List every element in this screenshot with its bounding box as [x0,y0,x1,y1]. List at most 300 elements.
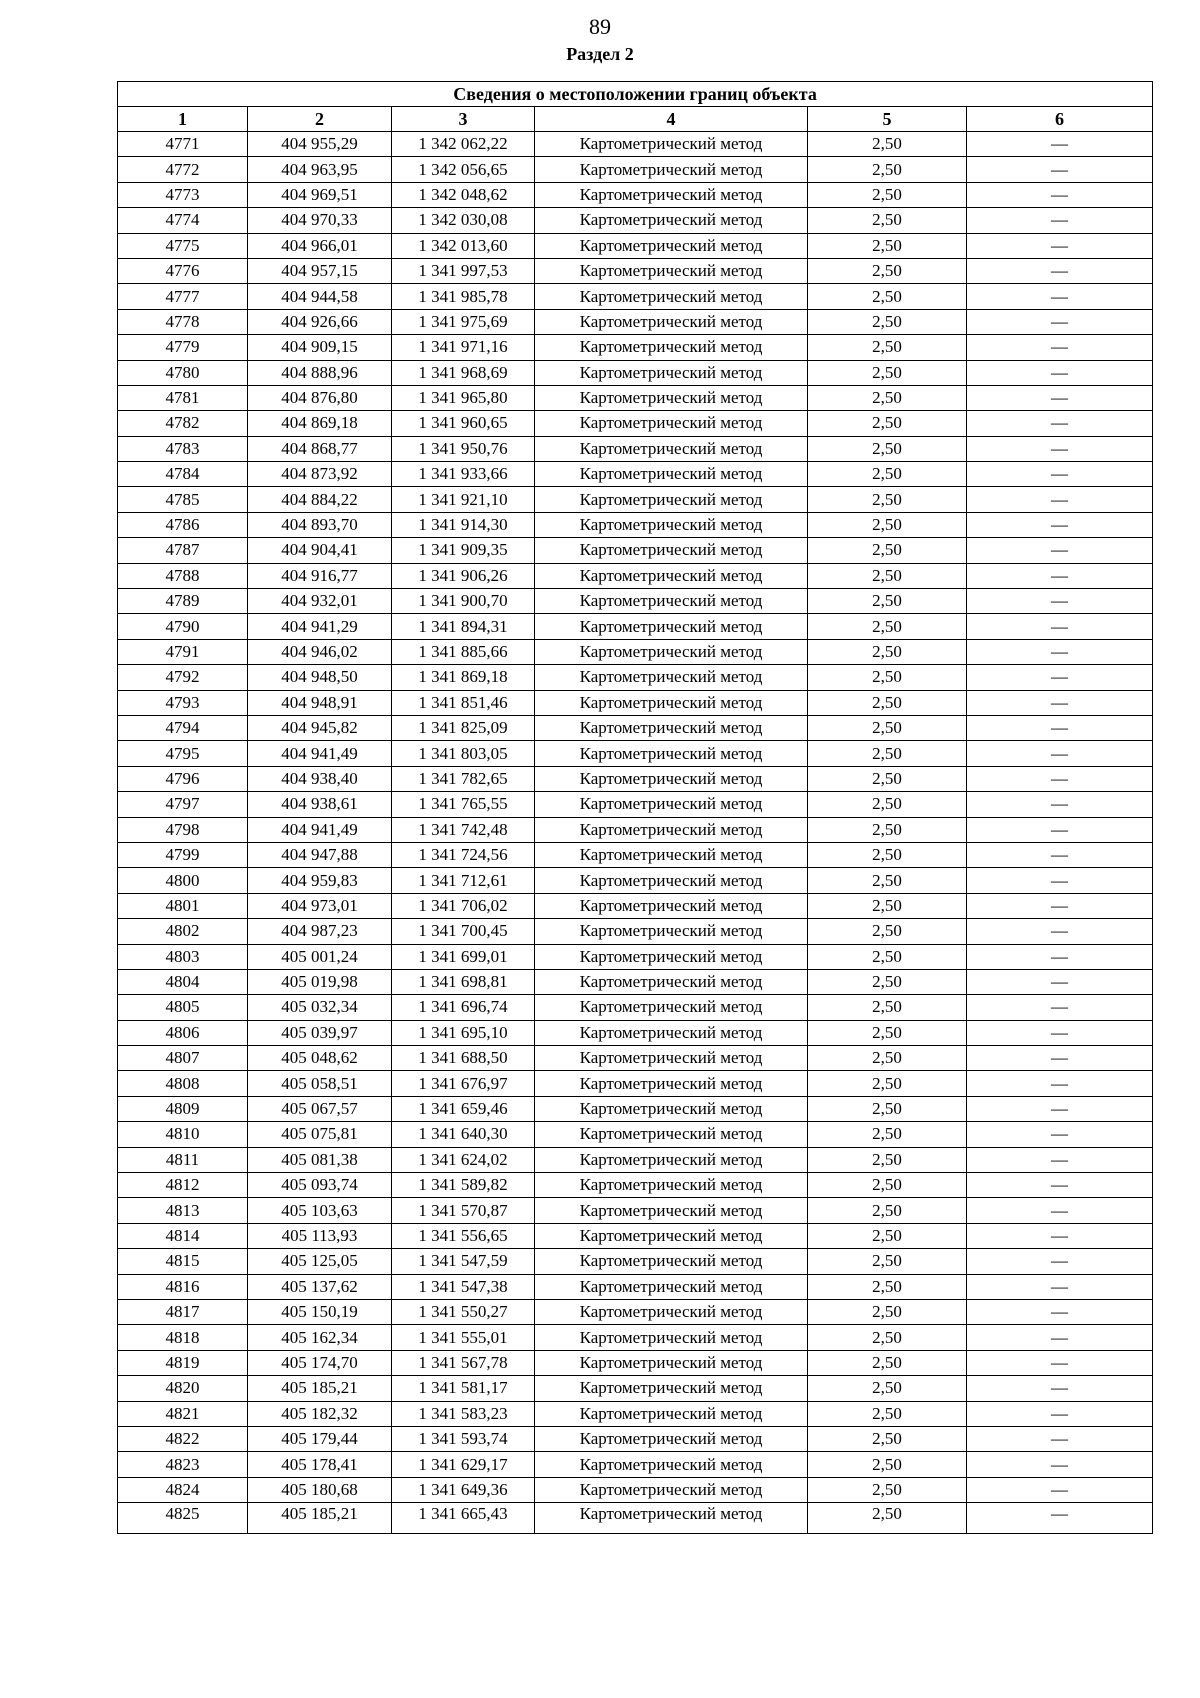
point-number-cell: 4789 [118,589,248,614]
method-cell: Картометрический метод [535,868,808,893]
accuracy-cell: 2,50 [808,132,967,157]
x-coordinate-cell: 404 932,01 [248,589,392,614]
x-coordinate-cell: 405 001,24 [248,944,392,969]
y-coordinate-cell: 1 341 894,31 [392,614,535,639]
x-coordinate-cell: 404 938,61 [248,792,392,817]
x-coordinate-cell: 405 103,63 [248,1198,392,1223]
accuracy-cell: 2,50 [808,665,967,690]
x-coordinate-cell: 404 909,15 [248,335,392,360]
table-row [118,462,1153,487]
method-cell: Картометрический метод [535,487,808,512]
accuracy-cell: 2,50 [808,1376,967,1401]
note-cell: — [967,766,1153,791]
table-row [118,563,1153,588]
table-row [118,969,1153,994]
y-coordinate-cell: 1 341 975,69 [392,309,535,334]
accuracy-cell: 2,50 [808,182,967,207]
page-number: 89 [589,14,611,39]
x-coordinate-cell: 404 945,82 [248,715,392,740]
method-cell: Картометрический метод [535,1350,808,1375]
y-coordinate-cell: 1 341 555,01 [392,1325,535,1350]
method-cell: Картометрический метод [535,665,808,690]
note-cell: — [967,309,1153,334]
accuracy-cell: 2,50 [808,1477,967,1502]
point-number-cell: 4774 [118,208,248,233]
point-number-cell: 4821 [118,1401,248,1426]
note-cell: — [967,182,1153,207]
accuracy-cell: 2,50 [808,817,967,842]
method-cell: Картометрический метод [535,335,808,360]
x-coordinate-cell: 405 058,51 [248,1071,392,1096]
method-cell: Картометрический метод [535,614,808,639]
y-coordinate-cell: 1 341 909,35 [392,538,535,563]
accuracy-cell: 2,50 [808,741,967,766]
y-coordinate-cell: 1 341 921,10 [392,487,535,512]
accuracy-cell: 2,50 [808,385,967,410]
table-row [118,233,1153,258]
table-row [118,1350,1153,1375]
note-cell: — [967,1046,1153,1071]
point-number-cell: 4800 [118,868,248,893]
accuracy-cell: 2,50 [808,919,967,944]
method-cell: Картометрический метод [535,741,808,766]
accuracy-cell: 2,50 [808,1401,967,1426]
point-number-cell: 4795 [118,741,248,766]
y-coordinate-cell: 1 341 581,17 [392,1376,535,1401]
accuracy-cell: 2,50 [808,969,967,994]
table-row [118,411,1153,436]
x-coordinate-cell: 404 941,29 [248,614,392,639]
table-row [118,1147,1153,1172]
x-coordinate-cell: 404 941,49 [248,741,392,766]
y-coordinate-cell: 1 342 062,22 [392,132,535,157]
point-number-cell: 4794 [118,715,248,740]
point-number-cell: 4779 [118,335,248,360]
y-coordinate-cell: 1 342 013,60 [392,233,535,258]
x-coordinate-cell: 404 926,66 [248,309,392,334]
point-number-cell: 4771 [118,132,248,157]
point-number-cell: 4785 [118,487,248,512]
table-row [118,1249,1153,1274]
table-row [118,614,1153,639]
table-row [118,335,1153,360]
point-number-cell: 4813 [118,1198,248,1223]
method-cell: Картометрический метод [535,792,808,817]
y-coordinate-cell: 1 341 965,80 [392,385,535,410]
x-coordinate-cell: 405 178,41 [248,1452,392,1477]
y-coordinate-cell: 1 341 900,70 [392,589,535,614]
method-cell: Картометрический метод [535,639,808,664]
point-number-cell: 4819 [118,1350,248,1375]
accuracy-cell: 2,50 [808,157,967,182]
table-row [118,868,1153,893]
method-cell: Картометрический метод [535,969,808,994]
table-row [118,208,1153,233]
y-coordinate-cell: 1 341 556,65 [392,1223,535,1248]
y-coordinate-cell: 1 341 851,46 [392,690,535,715]
point-number-cell: 4782 [118,411,248,436]
x-coordinate-cell: 404 941,49 [248,817,392,842]
method-cell: Картометрический метод [535,1299,808,1324]
x-coordinate-cell: 404 904,41 [248,538,392,563]
note-cell: — [967,1173,1153,1198]
method-cell: Картометрический метод [535,385,808,410]
method-cell: Картометрический метод [535,817,808,842]
section-title: Раздел 2 [566,44,634,64]
accuracy-cell: 2,50 [808,1299,967,1324]
accuracy-cell: 2,50 [808,1223,967,1248]
table-row [118,284,1153,309]
table-row [118,512,1153,537]
x-coordinate-cell: 405 081,38 [248,1147,392,1172]
x-coordinate-cell: 405 048,62 [248,1046,392,1071]
table-row [118,944,1153,969]
y-coordinate-cell: 1 341 906,26 [392,563,535,588]
note-cell: — [967,1249,1153,1274]
accuracy-cell: 2,50 [808,309,967,334]
table-row [118,1299,1153,1324]
method-cell: Картометрический метод [535,411,808,436]
point-number-cell: 4783 [118,436,248,461]
point-number-cell: 4804 [118,969,248,994]
point-number-cell: 4809 [118,1096,248,1121]
point-number-cell: 4793 [118,690,248,715]
y-coordinate-cell: 1 341 624,02 [392,1147,535,1172]
method-cell: Картометрический метод [535,842,808,867]
table-row [118,1477,1153,1502]
point-number-cell: 4815 [118,1249,248,1274]
accuracy-cell: 2,50 [808,258,967,283]
table-row [118,1096,1153,1121]
note-cell: — [967,1020,1153,1045]
accuracy-cell: 2,50 [808,1325,967,1350]
y-coordinate-cell: 1 341 803,05 [392,741,535,766]
table-row [118,258,1153,283]
method-cell: Картометрический метод [535,233,808,258]
x-coordinate-cell: 405 019,98 [248,969,392,994]
note-cell: — [967,868,1153,893]
accuracy-cell: 2,50 [808,1147,967,1172]
point-number-cell: 4788 [118,563,248,588]
point-number-cell: 4790 [118,614,248,639]
y-coordinate-cell: 1 341 547,38 [392,1274,535,1299]
x-coordinate-cell: 405 182,32 [248,1401,392,1426]
accuracy-cell: 2,50 [808,411,967,436]
note-cell: — [967,817,1153,842]
note-cell: — [967,1477,1153,1502]
y-coordinate-cell: 1 341 550,27 [392,1299,535,1324]
note-cell: — [967,512,1153,537]
x-coordinate-cell: 405 162,34 [248,1325,392,1350]
method-cell: Картометрический метод [535,690,808,715]
accuracy-cell: 2,50 [808,792,967,817]
y-coordinate-cell: 1 341 914,30 [392,512,535,537]
accuracy-cell: 2,50 [808,1122,967,1147]
y-coordinate-cell: 1 341 724,56 [392,842,535,867]
table-row [118,919,1153,944]
point-number-cell: 4823 [118,1452,248,1477]
accuracy-cell: 2,50 [808,715,967,740]
x-coordinate-cell: 404 869,18 [248,411,392,436]
table-row [118,436,1153,461]
note-cell: — [967,919,1153,944]
accuracy-cell: 2,50 [808,842,967,867]
point-number-cell: 4803 [118,944,248,969]
x-coordinate-cell: 404 888,96 [248,360,392,385]
point-number-cell: 4777 [118,284,248,309]
column-header-2: 2 [248,107,392,132]
boundary-table [117,81,1153,1534]
accuracy-cell: 2,50 [808,538,967,563]
note-cell: — [967,462,1153,487]
point-number-cell: 4808 [118,1071,248,1096]
table-row [118,1426,1153,1451]
y-coordinate-cell: 1 341 567,78 [392,1350,535,1375]
note-cell: — [967,792,1153,817]
table-row [118,817,1153,842]
y-coordinate-cell: 1 341 742,48 [392,817,535,842]
point-number-cell: 4805 [118,995,248,1020]
x-coordinate-cell: 404 973,01 [248,893,392,918]
accuracy-cell: 2,50 [808,284,967,309]
y-coordinate-cell: 1 341 676,97 [392,1071,535,1096]
x-coordinate-cell: 405 125,05 [248,1249,392,1274]
method-cell: Картометрический метод [535,589,808,614]
point-number-cell: 4817 [118,1299,248,1324]
method-cell: Картометрический метод [535,208,808,233]
method-cell: Картометрический метод [535,1071,808,1096]
point-number-cell: 4773 [118,182,248,207]
y-coordinate-cell: 1 342 056,65 [392,157,535,182]
method-cell: Картометрический метод [535,284,808,309]
table-row [118,1071,1153,1096]
x-coordinate-cell: 405 039,97 [248,1020,392,1045]
method-cell: Картометрический метод [535,563,808,588]
note-cell: — [967,1299,1153,1324]
y-coordinate-cell: 1 341 629,17 [392,1452,535,1477]
x-coordinate-cell: 404 959,83 [248,868,392,893]
table-row [118,690,1153,715]
header-row [118,107,1153,132]
y-coordinate-cell: 1 341 570,87 [392,1198,535,1223]
note-cell: — [967,1452,1153,1477]
table-row [118,1020,1153,1045]
accuracy-cell: 2,50 [808,1198,967,1223]
method-cell: Картометрический метод [535,1503,808,1534]
method-cell: Картометрический метод [535,1477,808,1502]
y-coordinate-cell: 1 341 950,76 [392,436,535,461]
x-coordinate-cell: 405 185,21 [248,1376,392,1401]
method-cell: Картометрический метод [535,182,808,207]
table-row [118,766,1153,791]
accuracy-cell: 2,50 [808,690,967,715]
y-coordinate-cell: 1 341 698,81 [392,969,535,994]
method-cell: Картометрический метод [535,1122,808,1147]
point-number-cell: 4806 [118,1020,248,1045]
note-cell: — [967,1198,1153,1223]
accuracy-cell: 2,50 [808,1046,967,1071]
note-cell: — [967,1071,1153,1096]
method-cell: Картометрический метод [535,893,808,918]
x-coordinate-cell: 405 032,34 [248,995,392,1020]
table-row [118,715,1153,740]
x-coordinate-cell: 404 955,29 [248,132,392,157]
table-row [118,995,1153,1020]
method-cell: Картометрический метод [535,1249,808,1274]
point-number-cell: 4812 [118,1173,248,1198]
method-cell: Картометрический метод [535,1223,808,1248]
accuracy-cell: 2,50 [808,893,967,918]
table-row [118,792,1153,817]
y-coordinate-cell: 1 341 593,74 [392,1426,535,1451]
x-coordinate-cell: 404 916,77 [248,563,392,588]
table-row [118,893,1153,918]
y-coordinate-cell: 1 341 712,61 [392,868,535,893]
x-coordinate-cell: 405 137,62 [248,1274,392,1299]
note-cell: — [967,385,1153,410]
table-row [118,639,1153,664]
note-cell: — [967,690,1153,715]
note-cell: — [967,665,1153,690]
x-coordinate-cell: 405 093,74 [248,1173,392,1198]
point-number-cell: 4792 [118,665,248,690]
point-number-cell: 4825 [118,1503,248,1534]
column-header-3: 3 [392,107,535,132]
note-cell: — [967,1223,1153,1248]
y-coordinate-cell: 1 341 869,18 [392,665,535,690]
point-number-cell: 4807 [118,1046,248,1071]
point-number-cell: 4787 [118,538,248,563]
table-row [118,385,1153,410]
y-coordinate-cell: 1 341 765,55 [392,792,535,817]
note-cell: — [967,157,1153,182]
point-number-cell: 4791 [118,639,248,664]
x-coordinate-cell: 404 966,01 [248,233,392,258]
y-coordinate-cell: 1 341 706,02 [392,893,535,918]
method-cell: Картометрический метод [535,1096,808,1121]
note-cell: — [967,589,1153,614]
accuracy-cell: 2,50 [808,233,967,258]
y-coordinate-cell: 1 341 699,01 [392,944,535,969]
accuracy-cell: 2,50 [808,614,967,639]
x-coordinate-cell: 405 075,81 [248,1122,392,1147]
point-number-cell: 4776 [118,258,248,283]
point-number-cell: 4786 [118,512,248,537]
note-cell: — [967,360,1153,385]
x-coordinate-cell: 404 876,80 [248,385,392,410]
note-cell: — [967,411,1153,436]
point-number-cell: 4802 [118,919,248,944]
x-coordinate-cell: 404 873,92 [248,462,392,487]
note-cell: — [967,284,1153,309]
method-cell: Картометрический метод [535,1274,808,1299]
y-coordinate-cell: 1 341 547,59 [392,1249,535,1274]
note-cell: — [967,1503,1153,1534]
x-coordinate-cell: 404 947,88 [248,842,392,867]
method-cell: Картометрический метод [535,157,808,182]
table-row [118,157,1153,182]
note-cell: — [967,1325,1153,1350]
table-row [118,132,1153,157]
table-row [118,1274,1153,1299]
y-coordinate-cell: 1 341 960,65 [392,411,535,436]
accuracy-cell: 2,50 [808,1452,967,1477]
y-coordinate-cell: 1 341 665,43 [392,1503,535,1534]
method-cell: Картометрический метод [535,1376,808,1401]
accuracy-cell: 2,50 [808,462,967,487]
y-coordinate-cell: 1 341 885,66 [392,639,535,664]
note-cell: — [967,1147,1153,1172]
note-cell: — [967,1401,1153,1426]
y-coordinate-cell: 1 341 968,69 [392,360,535,385]
y-coordinate-cell: 1 342 030,08 [392,208,535,233]
point-number-cell: 4814 [118,1223,248,1248]
y-coordinate-cell: 1 341 649,36 [392,1477,535,1502]
accuracy-cell: 2,50 [808,335,967,360]
x-coordinate-cell: 405 113,93 [248,1223,392,1248]
accuracy-cell: 2,50 [808,995,967,1020]
note-cell: — [967,1122,1153,1147]
note-cell: — [967,995,1153,1020]
x-coordinate-cell: 404 987,23 [248,919,392,944]
method-cell: Картометрический метод [535,1046,808,1071]
accuracy-cell: 2,50 [808,1071,967,1096]
point-number-cell: 4818 [118,1325,248,1350]
point-number-cell: 4824 [118,1477,248,1502]
table-caption: Сведения о местоположении границ объекта [118,82,1153,107]
table-row [118,665,1153,690]
method-cell: Картометрический метод [535,462,808,487]
note-cell: — [967,487,1153,512]
table-row [118,1376,1153,1401]
method-cell: Картометрический метод [535,1198,808,1223]
point-number-cell: 4822 [118,1426,248,1451]
accuracy-cell: 2,50 [808,563,967,588]
accuracy-cell: 2,50 [808,589,967,614]
note-cell: — [967,1426,1153,1451]
method-cell: Картометрический метод [535,512,808,537]
method-cell: Картометрический метод [535,1401,808,1426]
note-cell: — [967,1376,1153,1401]
method-cell: Картометрический метод [535,132,808,157]
note-cell: — [967,335,1153,360]
x-coordinate-cell: 404 938,40 [248,766,392,791]
x-coordinate-cell: 404 893,70 [248,512,392,537]
x-coordinate-cell: 404 946,02 [248,639,392,664]
method-cell: Картометрический метод [535,995,808,1020]
table-row [118,309,1153,334]
point-number-cell: 4810 [118,1122,248,1147]
method-cell: Картометрический метод [535,436,808,461]
note-cell: — [967,538,1153,563]
table-row [118,487,1153,512]
x-coordinate-cell: 404 957,15 [248,258,392,283]
note-cell: — [967,614,1153,639]
column-header-6: 6 [967,107,1153,132]
y-coordinate-cell: 1 341 696,74 [392,995,535,1020]
note-cell: — [967,436,1153,461]
y-coordinate-cell: 1 341 933,66 [392,462,535,487]
method-cell: Картометрический метод [535,1173,808,1198]
y-coordinate-cell: 1 341 640,30 [392,1122,535,1147]
note-cell: — [967,208,1153,233]
note-cell: — [967,893,1153,918]
method-cell: Картометрический метод [535,1147,808,1172]
table-row [118,1046,1153,1071]
table-row [118,1452,1153,1477]
method-cell: Картометрический метод [535,538,808,563]
accuracy-cell: 2,50 [808,436,967,461]
